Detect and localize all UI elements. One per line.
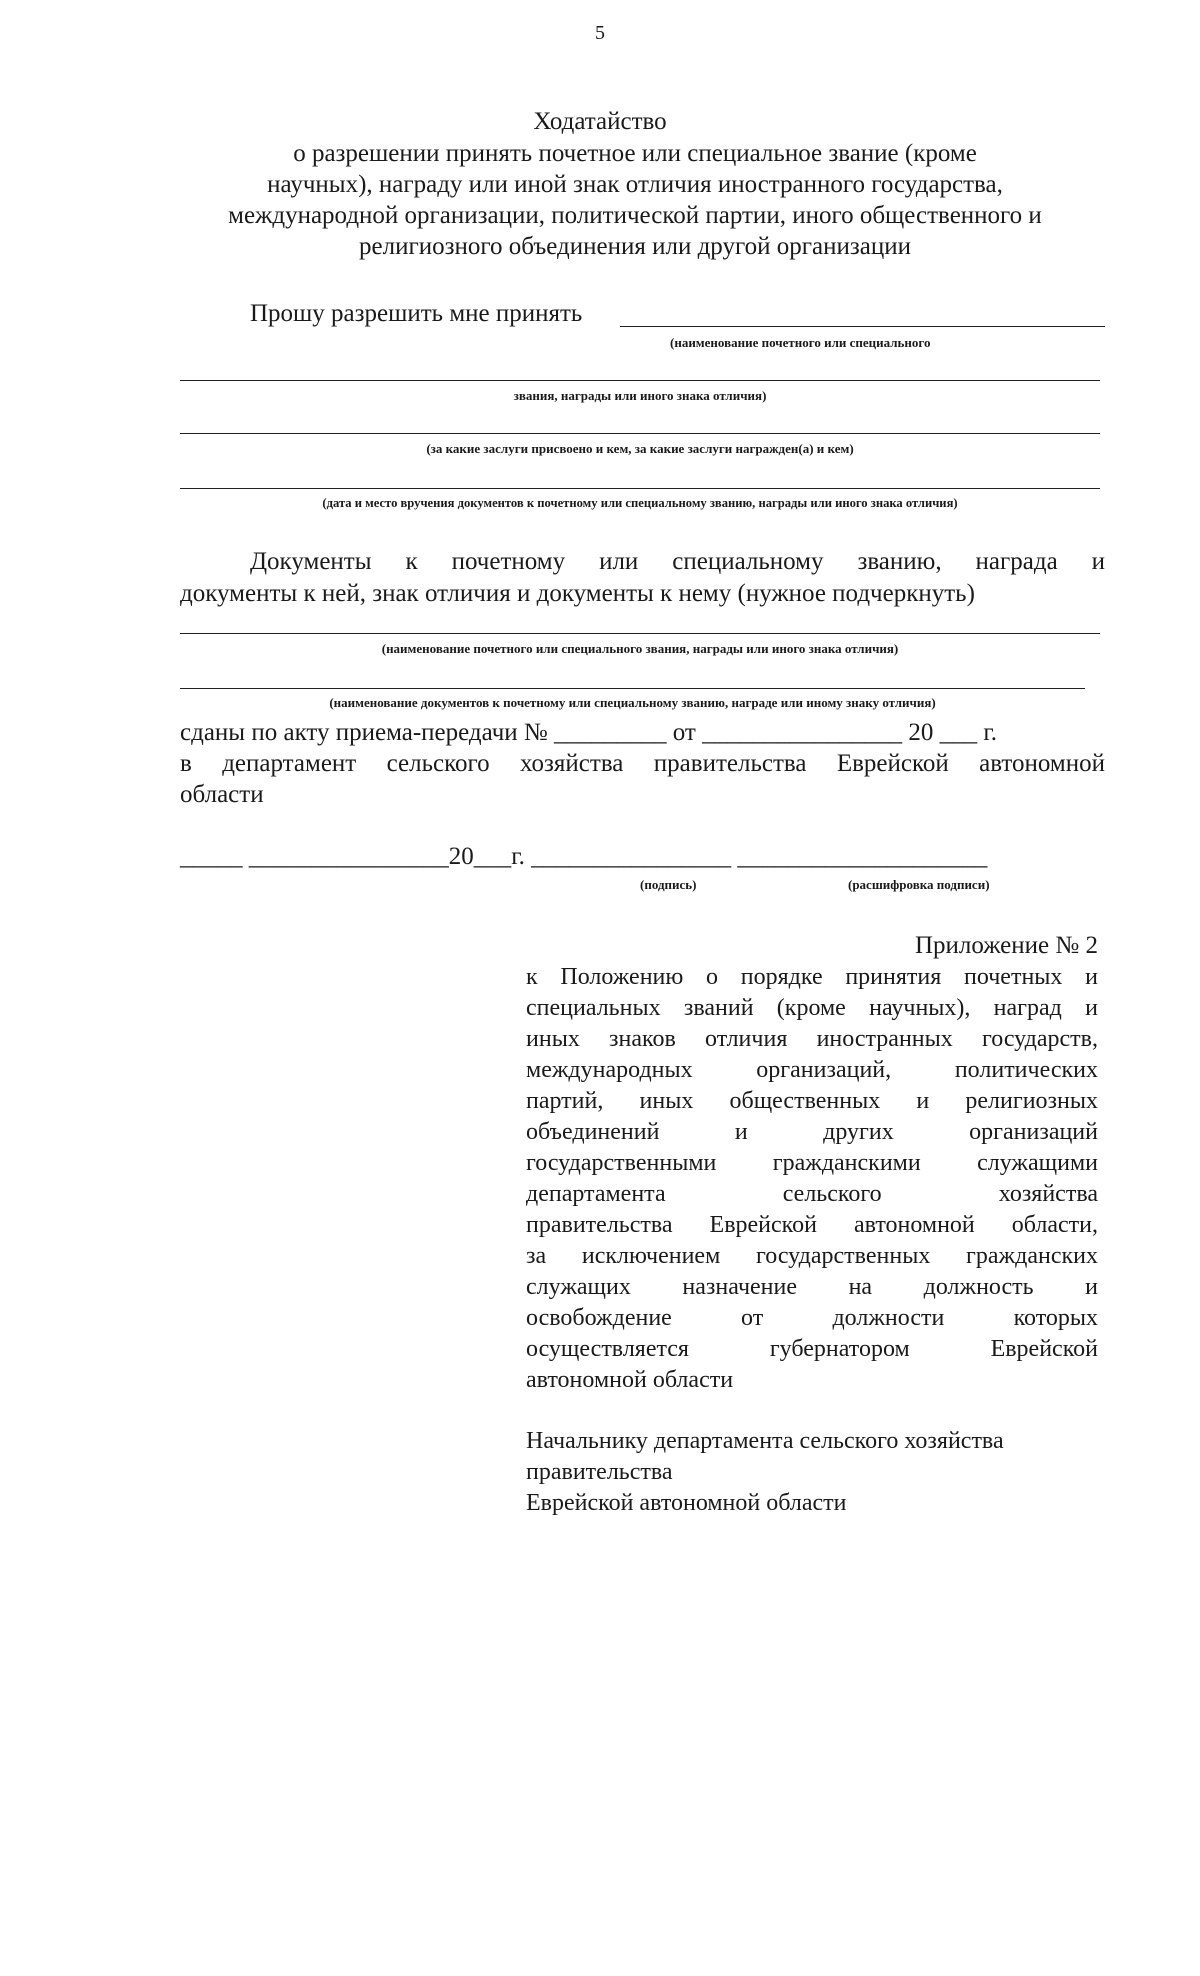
caption-award-name: (наименование почетного или специального звания, награды или иного знака отличия) bbox=[381, 641, 899, 656]
appendix-line: партий, иных общественных и религиозных bbox=[526, 1088, 1098, 1114]
appendix-line: объединений и других организаций bbox=[526, 1119, 1098, 1145]
appendix-line: к Положению о порядке принятия почетных и bbox=[526, 964, 1098, 990]
addressee-line: Еврейской автономной области bbox=[526, 1490, 847, 1516]
appendix-line: осуществляется губернатором Еврейской bbox=[526, 1336, 1098, 1362]
caption-title-name: (наименование почетного или специального bbox=[670, 335, 931, 350]
appendix-line: служащих назначение на должность и bbox=[526, 1274, 1098, 1300]
date-signature-line: _____ ________________20___г. ________________ ____________________ bbox=[180, 843, 988, 870]
appendix-line: специальных званий (кроме научных), наград и bbox=[526, 995, 1098, 1021]
subtitle-line: о разрешении принять почетное или специальное звание (кроме bbox=[293, 140, 977, 167]
caption-merits: (за какие заслуги присвоено и кем, за какие заслуги награжден(а) и кем) bbox=[426, 441, 854, 456]
addressee-line: Начальнику департамента сельского хозяйства bbox=[526, 1428, 1004, 1454]
caption-date-place: (дата и место вручения документов к почетному или специальному званию, награды или иного знака отличия) bbox=[322, 496, 958, 510]
appendix-line: правительства Еврейской автономной области, bbox=[526, 1212, 1098, 1238]
caption-signature: (подпись) bbox=[640, 877, 697, 892]
subtitle-line: религиозного объединения или другой организации bbox=[359, 233, 911, 260]
addressee-block bbox=[526, 1426, 1098, 1519]
award-field-line-2 bbox=[180, 380, 1100, 381]
department-line-2: области bbox=[180, 781, 264, 808]
date-place-field-line bbox=[180, 488, 1100, 489]
docs-name-field-line bbox=[180, 688, 1085, 689]
document-title: Ходатайство bbox=[533, 108, 667, 135]
document-subtitle bbox=[160, 138, 1110, 262]
caption-title-name-cont: звания, награды или иного знака отличия) bbox=[513, 388, 767, 403]
appendix-line: освобождение от должности которых bbox=[526, 1305, 1098, 1331]
handed-over-line: сданы по акту приема-передачи № _________ от ________________ 20 ___ г. bbox=[180, 719, 998, 746]
appendix-line: департамента сельского хозяйства bbox=[526, 1181, 1098, 1207]
appendix-line: автономной области bbox=[526, 1367, 734, 1393]
award-field-line bbox=[620, 326, 1105, 327]
subtitle-line: научных), награду или иной знак отличия иностранного государства, bbox=[267, 171, 1003, 198]
appendix-line: государственными гражданскими служащими bbox=[526, 1150, 1098, 1176]
addressee-line: правительства bbox=[526, 1459, 673, 1485]
documents-line-2: документы к ней, знак отличия и документы к нему (нужное подчеркнуть) bbox=[180, 580, 975, 607]
request-label: Прошу разрешить мне принять bbox=[250, 300, 583, 327]
caption-docs-name: (наименование документов к почетному или специальному званию, награде или иному знаку отличия) bbox=[329, 695, 936, 710]
award-name-field-line bbox=[180, 633, 1100, 634]
appendix-heading: Приложение № 2 bbox=[914, 932, 1098, 959]
merits-field-line bbox=[180, 433, 1100, 434]
appendix-line: иных знаков отличия иностранных государств, bbox=[526, 1026, 1098, 1052]
subtitle-line: международной организации, политической партии, иного общественного и bbox=[228, 202, 1042, 229]
documents-line-1: Документы к почетному или специальному званию, награда и bbox=[250, 548, 1105, 575]
appendix-text bbox=[526, 962, 1098, 1396]
caption-signature-decode: (расшифровка подписи) bbox=[848, 877, 990, 892]
appendix-line: международных организаций, политических bbox=[526, 1057, 1098, 1083]
appendix-line: за исключением государственных гражданских bbox=[526, 1243, 1098, 1269]
page-number: 5 bbox=[595, 22, 605, 44]
department-line-1: в департамент сельского хозяйства правительства Еврейской автономной bbox=[180, 750, 1105, 777]
